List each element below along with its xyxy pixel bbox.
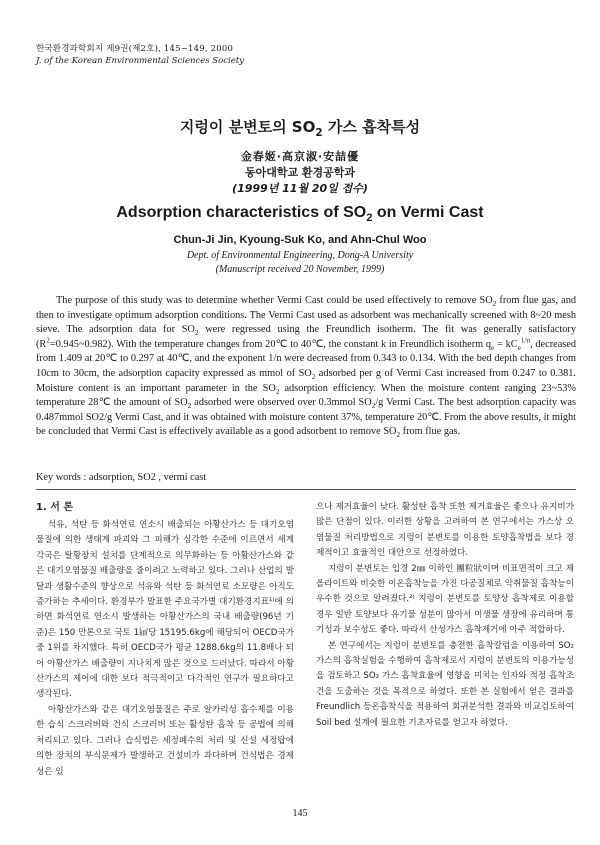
- authors-english: Chun-Ji Jin, Kyoung-Suk Ko, and Ahn-Chul Woo: [173, 234, 427, 246]
- received-date-english: (Manuscript received 20 November, 1999): [215, 264, 385, 275]
- received-date-korean: (1999년 11월 20일 접수): [232, 182, 368, 195]
- page-number: 145: [292, 808, 308, 819]
- section-divider: [36, 489, 576, 490]
- body-paragraph: 아황산가스와 같은 대기오염물질은 주로 알카리성 흡수제를 이용한 습식 스크러버와 건식 스크러버 또는 활성탄 흡착 등 공법에 의해 처리되고 있다. 그러나 습식법은 세정폐수의 처리 및 신설 세정탑에 의한 장치의 부식문제가 발생하고 건설비가 과다하며 건식법은 경제성은 있: [36, 704, 294, 777]
- journal-name: J. of the Korean Environmental Sciences Society: [36, 56, 244, 66]
- affiliation-english: Dept. of Environmental Engineering, Dong-A University: [186, 250, 414, 261]
- section-heading-introduction: 1. 서 론: [36, 502, 74, 513]
- body-paragraph: 본 연구에서는 지렁이 분변토를 충전한 흡착칼럼을 이용하여 SO₂ 가스의 흡착실험을 수행하여 흡착제로서 지렁이 분변토의 이용가능성을 검토하고 SO₂ 가스 흡착효율에 영향을 미치는 인자와 적정 흡착조건을 도출하는 것을 목적으로 하였다. 또한 본 실험에서 얻은 결과를 Freundlich 등온흡착식을 적용하여 회귀분석한 결과와 비교검토하여 Soil bed 설계에 필요한 기초자료를 얻고자 하였다.: [316, 640, 574, 728]
- title-korean: 지렁이 분변토의 $SO_2$ 가스 흡착특성: [179, 118, 421, 139]
- journal-citation: 한국환경과학회지 제9권(제2호), 145~149, 2000: [36, 44, 234, 54]
- body-paragraph: 으나 제거효율이 낮다. 활성탄 흡착 또한 제거효율은 좋으나 유지비가 많은 단점이 있다. 이러한 상황을 고려하여 본 연구에서는 가스상 오염물질 처리방법으로 지렁이 분변토를 이용한 토양흡착법을 보다 경제적이고 효율적인 대안으로 선정하였다.: [316, 502, 574, 559]
- body-paragraph: 석유, 석탄 등 화석연료 연소시 배출되는 아황산가스 등 대기오염물질에 의한 생태계 파괴와 그 피해가 심각한 수준에 이르면서 세계 각국은 탈황장치 설치를 단계적으로 의무화하는 등 아황산가스와 같은 대기오염물질 배출량을 줄이려고 노력하고 있다. 그러나 산업의 발달과 생활수준의 향상으로 석유와 석탄 등 화석연료 소모량은 아직도 증가하는 추세이다. 환경부가 발표한 주요국가별 대기환경지표¹⁾에 의하면 화석연료 연소시 발생하는 아황산가스의 국내 배출량(96년 기준)은 150 만톤으로 국토 1㎢당 15195.6kg에 해당되어 OECD국가 중 1위를 차지했다. 특히 OECD국가 평균 1288.6kg의 11.8배나 되어 아황산가스 배출량이 지나치게 많은 것으로 드러났다. 따라서 아황산가스의 제어에 대한 보다 적극적이고 다각적인 연구가 필요하다고 생각된다.: [36, 520, 294, 700]
- body-column-right: [316, 500, 574, 731]
- body-column-left: [36, 500, 294, 780]
- title-english: Adsorption characteristics of $SO_2$ on Vermi Cast: [116, 204, 484, 225]
- affiliation-korean: 동아대학교 환경공학과: [244, 166, 356, 179]
- body-paragraph: 지렁이 분변토는 입경 2㎜ 이하인 團粒狀이며 비표면적이 크고 제올라이트와 비슷한 이온흡착능을 가진 다공질체로 악취물질 흡착능이 우수한 것으로 알려졌다.²⁾ 지렁이 분변토를 토양상 흡착제로 이용할 경우 일반 토양보다 유기물 성분이 많아서 미생물 생장에 유리하며 통기성과 보수성도 좋다. 따라서 산성가스 흡착제거에 아주 적합하다.: [316, 563, 574, 636]
- authors-korean: 金春姬·高京淑·安喆優: [240, 150, 360, 163]
- keywords: Key words : adsorption, SO2 , vermi cast: [36, 472, 207, 483]
- abstract: The purpose of this study was to determine whether Vermi Cast could be used effectively to remove $SO_2$ from flue gas, and then to investigate optimum adsorption conditions. The Vermi Cast used as adsorbent was mechanically screened with 8~20 mesh sieve. The adsorption data for $SO_2$ were regressed using the Freundlich isotherm. The fit was generally satisfactory $(R^2=0.945\sim 0.982)$. With the temperature changes from 20℃ to 40℃, the constant k in Freundlich isotherm $q_e = kC_e^{1/n}$, decreased from 1.409 at 20℃ to 0.297 at 40℃, and the exponent 1/n were decreased from 0.343 to 0.134. With the bed depth changes from 10cm to 30cm, the adsorption capacity expressed as mmol of $SO_2$ adsorbed per g of Vermi Cast increased from 0.247 to 0.381. Moisture content is an important parameter in the $SO_2$ adsorption efficiency. When the moisture content ranging 23~53% temperature 28℃ the amount of $SO_2$ adsorbed were observed over 0.3mmol $SO_2/g$ Vermi Cast. The best adsorption capacity was 0.487mmol SO2/g Vermi Cast, and it was obtained with moisture content 37%, temperature 20℃. From the above results, it might be concluded that Vermi Cast is effectively available as a good adsorbent to remove $SO_2$ from flue gas.: [36, 295, 576, 440]
